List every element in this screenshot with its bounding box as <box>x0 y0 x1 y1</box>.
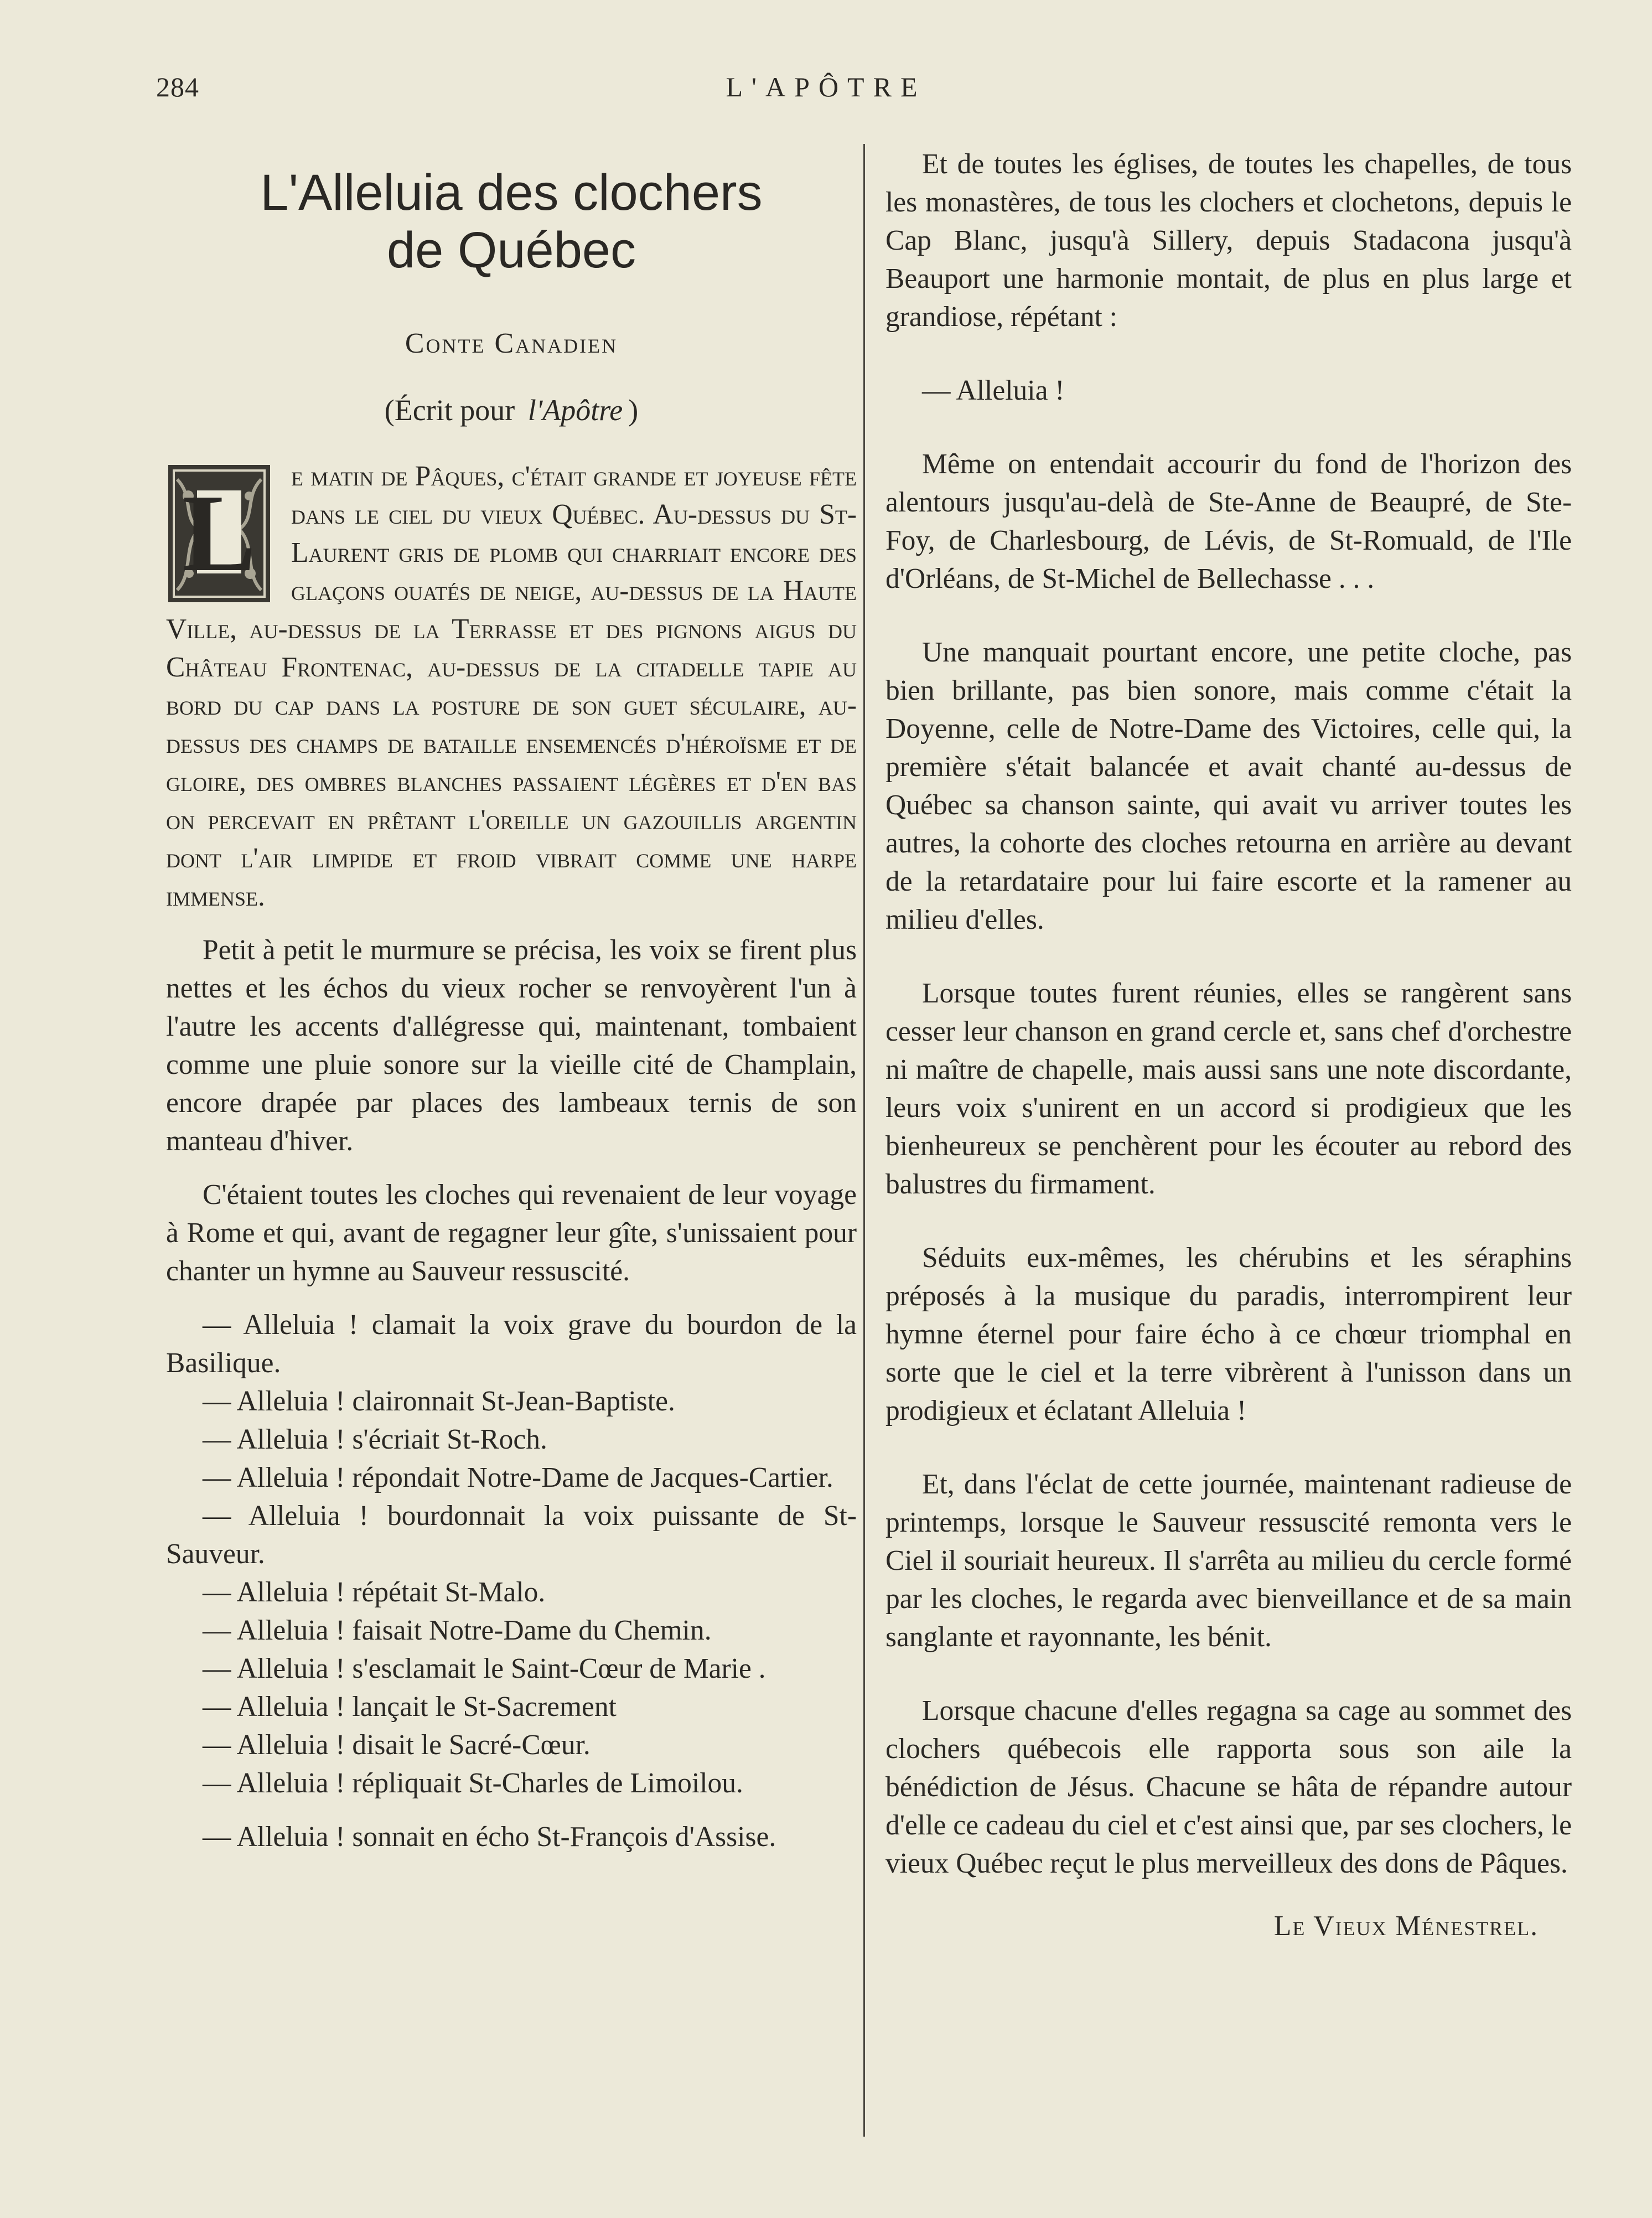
alleluia-line: — Alleluia ! répétait St-Malo. <box>203 1576 546 1608</box>
author-signature: Le Vieux Ménestrel. <box>1273 1910 1539 1942</box>
article-title <box>166 164 857 279</box>
left-column <box>166 149 857 1856</box>
paragraph: Petit à petit le murmure se précisa, les voix se firent plus nettes et les échos du vieux rocher se renvoyèrent l'un à l'autre les accents d'allégresse qui, maintenant, tombaient comme une pluie sonore sur la vieille cité de Champlain, encore drapée par places des lambeaux ternis de son manteau d'hiver. <box>166 934 857 1157</box>
alleluia-line: — Alleluia ! répondait Notre-Dame de Jacques-Cartier. <box>203 1462 833 1493</box>
written-for-line <box>166 391 857 430</box>
alleluia-line: — Alleluia ! disait le Sacré-Cœur. <box>203 1729 591 1761</box>
article-subtitle: Conte Canadien <box>405 328 618 359</box>
paragraph: C'étaient toutes les cloches qui revenaient de leur voyage à Rome et qui, avant de regagner leur gîte, s'unissaient pour chanter un hymne au Sauveur ressuscité. <box>166 1179 857 1287</box>
page-number: 284 <box>156 71 199 102</box>
article-title-line-2: de Québec <box>386 222 636 278</box>
paragraph: Et de toutes les églises, de toutes les chapelles, de tous les monastères, de tous les clochers et clochetons, depuis le Cap Blanc, jusqu'à Sillery, depuis Stadacona jusqu'à Beauport une harmonie montait, de plus en plus large et grandiose, répétant : <box>885 148 1572 333</box>
first-paragraph-text: e matin de Pâques, c'était grande et joyeuse fête dans le ciel du vieux Québec. Au-dessus du St-Laurent gris de plomb qui charriait encore des glaçons ouatés de neige, au-dessus de la Haute Ville, au-dessus de la Terrasse et des pignons aigus du Château Frontenac, au-dessus de la citadelle tapie au bord du cap dans la posture de son guet séculaire, au-dessus des champs de bataille ensemencés d'héroïsme et de gloire, des ombres blanches passaient légères et d'en bas on percevait en prêtant l'oreille un gazouillis argentin dont l'air limpide et froid vibrait comme une harpe immense. <box>166 461 857 912</box>
alleluia-line: — Alleluia ! s'écriait St-Roch. <box>203 1424 547 1455</box>
written-suffix: ) <box>628 394 639 427</box>
alleluia-line: — Alleluia ! clamait la voix grave du bourdon de la Basilique. <box>166 1309 857 1379</box>
written-prefix: (Écrit pour <box>384 394 515 427</box>
paragraph: Une manquait pourtant encore, une petite cloche, pas bien brillante, pas bien sonore, mais comme c'était la Doyenne, celle de Notre-Dame des Victoires, celle qui, la première s'était balancée et avait chanté au-dessus de Québec sa chanson sainte, qui avait vu arriver toutes les autres, la cohorte des cloches retourna en arrière au devant de la retardataire pour lui faire escorte et la ramener au milieu d'elles. <box>885 637 1572 935</box>
alleluia-line: — Alleluia ! sonnait en écho St-François d'Assise. <box>203 1821 776 1853</box>
alleluia-line: — Alleluia ! répliquait St-Charles de Limoilou. <box>203 1767 743 1799</box>
paragraph: Séduits eux-mêmes, les chérubins et les séraphins préposés à la musique du paradis, interrompirent leur hymne éternel pour faire écho à ce chœur triomphal en sorte que le ciel et la terre vibrèrent à l'unisson dans un prodigieux et éclatant Alleluia ! <box>885 1242 1572 1426</box>
paragraph: Lorsque toutes furent réunies, elles se rangèrent sans cesser leur chanson en grand cercle et, sans chef d'orchestre ni maître de chapelle, mais aussi sans une note discordante, leurs voix s'unirent en un accord si prodigieux que les bienheureux se penchèrent pour les écouter au rebord des balustres du firmament. <box>885 978 1572 1200</box>
column-divider <box>863 144 865 2137</box>
written-journal: l'Apôtre <box>527 394 623 427</box>
alleluia-line: — Alleluia ! s'esclamait le Saint-Cœur de Marie . <box>203 1653 766 1684</box>
alleluia-line: — Alleluia ! claironnait St-Jean-Baptiste. <box>203 1385 675 1417</box>
ornamental-dropcap-icon <box>166 463 272 604</box>
paragraph: Lorsque chacune d'elles regagna sa cage au sommet des clochers québecois elle rapporta sous son aile la bénédiction de Jésus. Chacune se hâta de répandre autour d'elle ce cadeau du ciel et c'est ainsi que, par ses clochers, le vieux Québec reçut le plus merveilleux des dons de Pâques. <box>885 1695 1572 1879</box>
paragraph: Même on entendait accourir du fond de l'horizon des alentours jusqu'au-delà de Ste-Anne de Beaupré, de Ste-Foy, de Charlesbourg, de Lévis, de St-Romuald, de l'Ile d'Orléans, de St-Michel de Bellechasse . . . <box>885 448 1572 594</box>
alleluia-line: — Alleluia ! lançait le St-Sacrement <box>203 1691 617 1723</box>
article-title-line-1: L'Alleluia des clochers <box>260 164 763 221</box>
paragraph: — Alleluia ! <box>922 375 1065 406</box>
first-paragraph <box>166 457 857 916</box>
dropcap-letter: L <box>182 472 256 594</box>
alleluia-line: — Alleluia ! bourdonnait la voix puissante de St-Sauveur. <box>166 1500 857 1570</box>
paragraph: Et, dans l'éclat de cette journée, maintenant radieuse de printemps, lorsque le Sauveur ressuscité remonta vers le Ciel il souriait heureux. Il s'arrêta au milieu du cercle formé par les cloches, le regarda avec bienveillance et de sa main sanglante et rayonnante, les bénit. <box>885 1469 1572 1653</box>
alleluia-line: — Alleluia ! faisait Notre-Dame du Chemin. <box>203 1615 712 1646</box>
running-header: L'APÔTRE <box>726 71 926 102</box>
right-column <box>885 145 1572 1945</box>
